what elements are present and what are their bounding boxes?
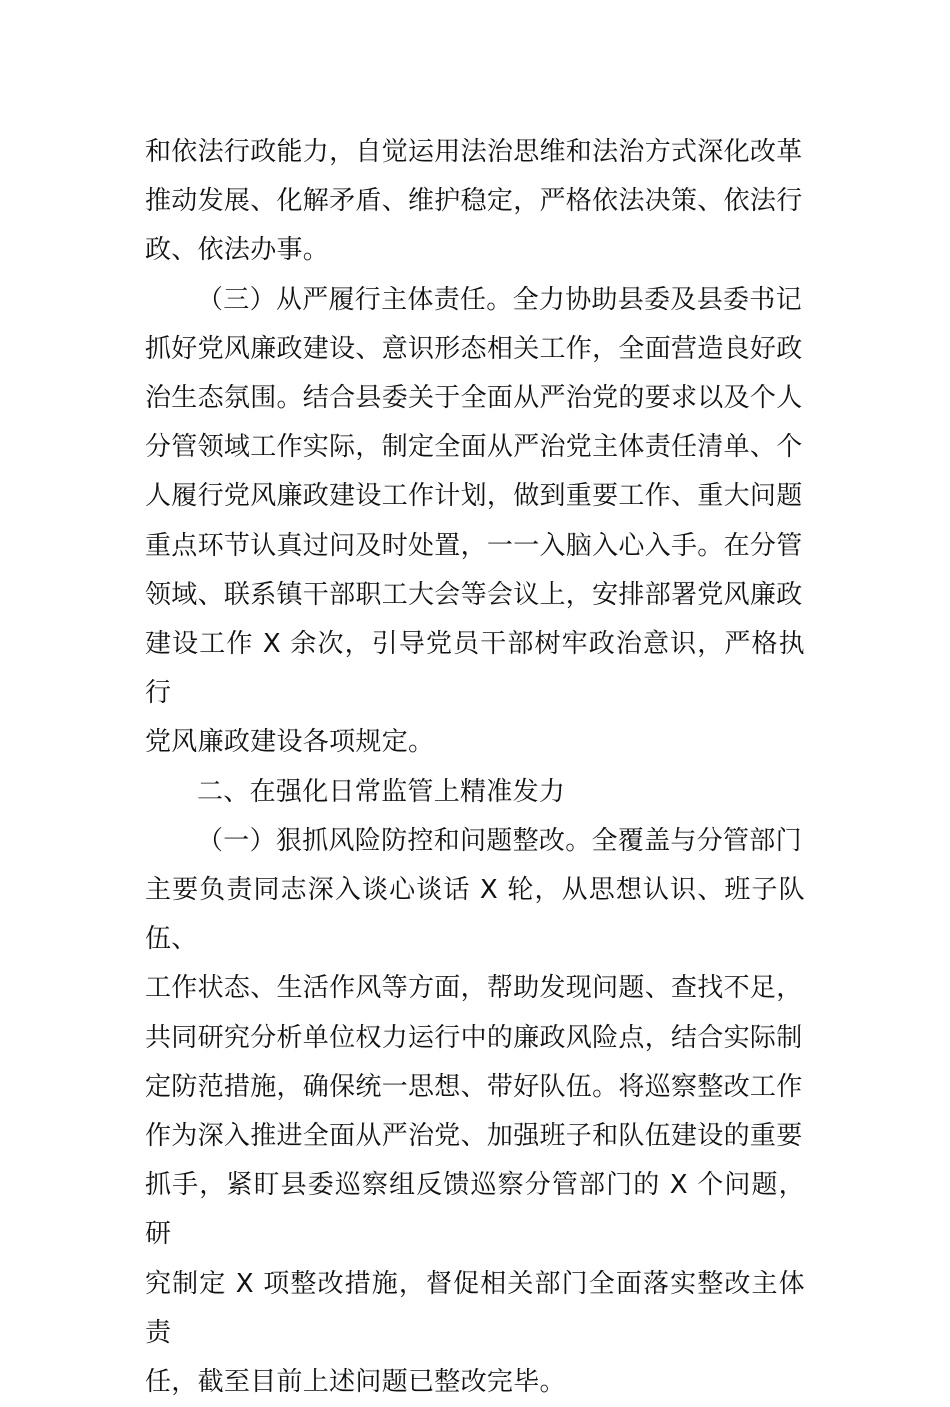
text-line: 和依法行政能力，自觉运用法治思维和法治方式深化改革 [145,137,803,167]
text-line: 二、在强化日常监管上精准发力 [197,776,566,807]
text-line: 作为深入推进全面从严治党、加强班子和队伍建设的重要 [145,1121,803,1152]
text-line: 政、依法办事。 [145,235,330,266]
text-line: （一）狠抓风险防控和问题整改。全覆盖与分管部门 [197,825,802,856]
paragraph-risk-control [145,817,805,1407]
text-line: 分管领域工作实际，制定全面从严治党主体责任清单、个 [145,432,803,463]
text-line: 党风廉政建设各项规定。 [145,727,435,758]
text-line: 人履行党风廉政建设工作计划，做到重要工作、重大问题 [145,481,803,512]
text-line: 工作状态、生活作风等方面，帮助发现问题、查找不足， [145,973,803,1004]
text-line: 抓好党风廉政建设、意识形态相关工作，全面营造良好政 [145,333,803,364]
text-line: 重点环节认真过问及时处置，一一入脑入心入手。在分管 [145,530,803,561]
document-body [145,128,805,1407]
text-line: （三）从严履行主体责任。全力协助县委及县委书记 [197,284,802,315]
paragraph-rule-of-law [145,128,805,276]
text-line: 建设工作 X 余次，引导党员干部树牢政治意识，严格执行 [145,629,805,709]
text-line: 抓手，紧盯县委巡察组反馈巡察分管部门的 X 个问题，研 [145,1170,805,1250]
text-line: 任，截至目前上述问题已整改完毕。 [145,1367,566,1398]
text-line: 推动发展、化解矛盾、维护稳定，严格依法决策、依法行 [145,186,803,217]
text-line: 究制定 X 项整改措施，督促相关部门全面落实整改主体责 [145,1268,805,1348]
text-line: 共同研究分析单位权力运行中的廉政风险点，结合实际制 [145,1022,803,1053]
text-line: 治生态氛围。结合县委关于全面从严治党的要求以及个人 [145,383,803,414]
text-line: 定防范措施，确保统一思想、带好队伍。将巡察整改工作 [145,1071,803,1102]
text-line: 领域、联系镇干部职工大会等会议上，安排部署党风廉政 [145,579,803,610]
section-heading [145,768,805,817]
paragraph-main-responsibility [145,276,805,768]
text-line: 主要负责同志深入谈心谈话 X 轮，从思想认识、班子队伍、 [145,875,805,955]
